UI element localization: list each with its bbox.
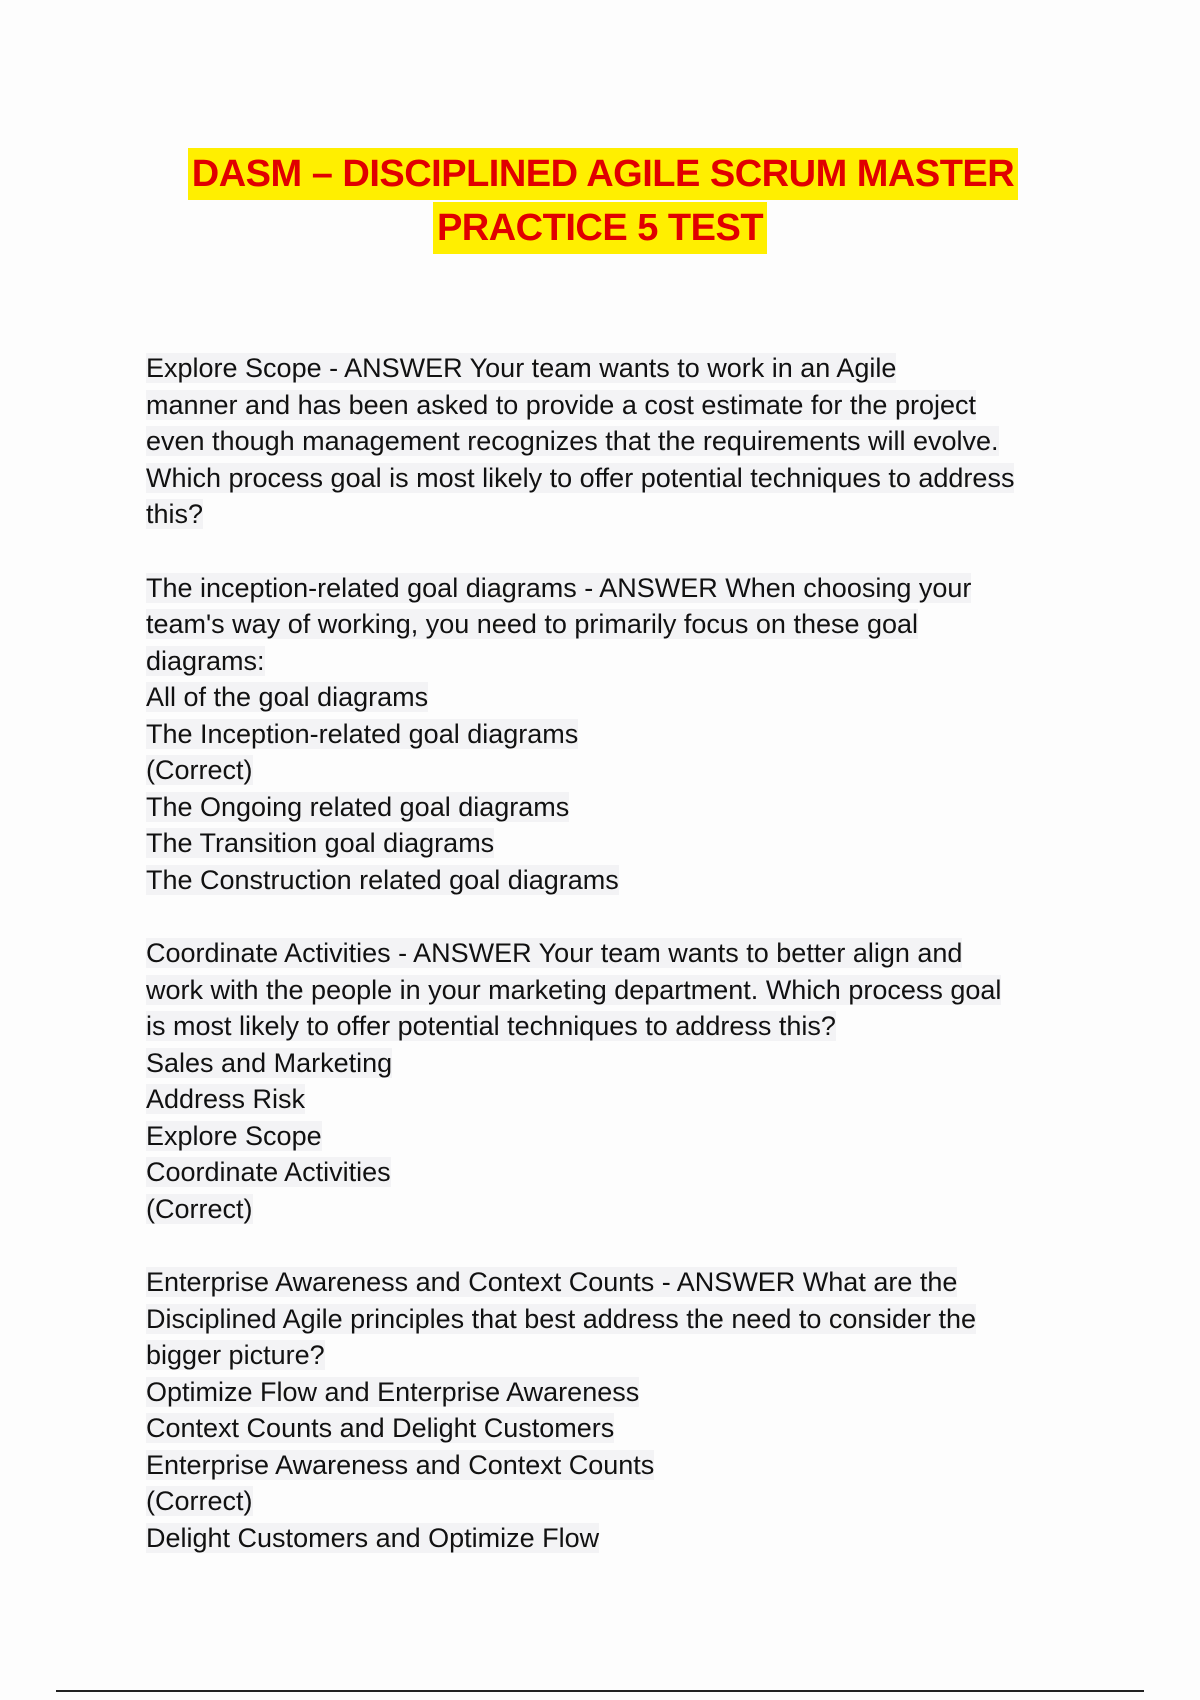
title-line-2: PRACTICE 5 TEST [433,202,767,254]
text-line: bigger picture? [146,1340,325,1370]
text-line: The inception-related goal diagrams - ANSWER When choosing your [146,572,972,603]
answer-option: The Ongoing related goal diagrams [146,791,570,822]
answer-option: The Construction related goal diagrams [146,864,619,895]
qa-block [146,935,1066,1227]
text-line: Which process goal is most likely to offer potential techniques to address [146,462,1015,493]
qa-block [146,1264,1066,1556]
text-line: Enterprise Awareness and Context Counts - ANSWER What are the [146,1267,958,1297]
text-line: team's way of working, you need to primarily focus on these goal [146,609,919,639]
text-line: diagrams: [146,645,265,676]
answer-option: Coordinate Activities [146,1157,391,1187]
document-body [146,350,1066,1593]
footer-rule [56,1690,1144,1692]
answer-option: Explore Scope [146,1120,322,1151]
text-line: Coordinate Activities - ANSWER Your team wants to better align and [146,938,963,968]
answer-option: Address Risk [146,1084,306,1114]
text-line: is most likely to offer potential techniques to address this? [146,1011,836,1041]
qa-block [146,350,1066,533]
answer-option: Optimize Flow and Enterprise Awareness [146,1376,640,1407]
title-line-1: DASM – DISCIPLINED AGILE SCRUM MASTER [188,148,1018,200]
text-line: Explore Scope - ANSWER Your team wants to work in an Agile [146,353,897,383]
answer-option: All of the goal diagrams [146,682,429,712]
answer-option: Enterprise Awareness and Context Counts [146,1449,655,1480]
answer-option: Sales and Marketing [146,1047,393,1078]
correct-marker: (Correct) [146,1193,253,1224]
answer-option: The Transition goal diagrams [146,828,495,858]
answer-option: Delight Customers and Optimize Flow [146,1522,600,1553]
text-line: this? [146,499,204,529]
text-line: Disciplined Agile principles that best address the need to consider the [146,1303,976,1334]
qa-block [146,570,1066,899]
answer-option: The Inception-related goal diagrams [146,718,579,749]
correct-marker: (Correct) [146,1486,253,1516]
text-line: work with the people in your marketing department. Which process goal [146,974,1002,1005]
text-line: even though management recognizes that the requirements will evolve. [146,426,999,456]
text-line: manner and has been asked to provide a cost estimate for the project [146,389,976,420]
document-title [0,148,1200,254]
correct-marker: (Correct) [146,755,253,785]
answer-option: Context Counts and Delight Customers [146,1413,615,1443]
